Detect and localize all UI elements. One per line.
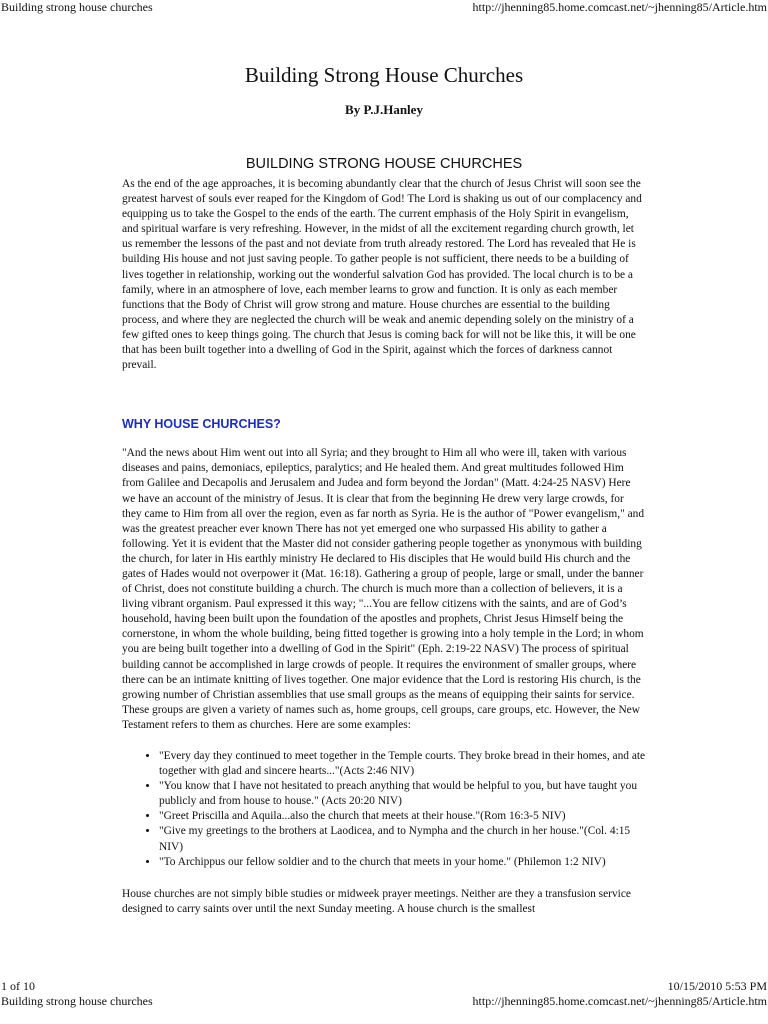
section-heading-why: WHY HOUSE CHURCHES? xyxy=(122,417,281,432)
article-title: Building Strong House Churches xyxy=(244,63,524,87)
intro-paragraph: As the end of the age approaches, it is becoming abundantly clear that the church of Jesus Christ will soon see the greatest harvest of souls ever reaped for the Kingdom of God! The Lord is shaking us out of our complacency and equipping us to take the Gospel to the ends of the earth. The current emphasis of the Holy Spirit in evangelism, and spiritual warfare is very refreshing. However, in the midst of all the excitement regarding church growth, let us remember the lessons of the past and not deviate from truth already restored. The Lord has revealed that He is building His house and not just saving people. To gather people is not sufficient, there needs to be a building of lives together in relationship, working out the wonderful salvation God has provided. The local church is to be a family, where in an atmosphere of love, each member learns to grow and function. It is only as each member functions that the Body of Christ will grow strong and mature. House churches are essential to the building process, and where they are neglected the church will be weak and anemic depending solely on the ministry of a few gifted ones to keep things going. The church that Jesus is coming back for will not be like this, it will be one that has been built together into a dwelling of God in the Spirit, against which the forces of darkness cannot prevail. xyxy=(122,178,642,372)
scripture-item: • "Greet Priscilla and Aquila...also the church that meets at their house."(Rom 16:3-5 NIV) xyxy=(159,809,646,824)
article xyxy=(122,62,646,917)
print-footer-datetime: 10/15/2010 5:53 PM xyxy=(667,979,767,993)
article-byline: By P.J.Hanley xyxy=(345,102,423,117)
print-header-title: Building strong house churches xyxy=(1,0,153,14)
closing-paragraph: House churches are not simply bible studies or midweek prayer meetings. Neither are they a transfusion service designed to carry saints over until the next Sunday meeting. A house church is the smallest xyxy=(122,887,631,915)
scripture-item: • "Give my greetings to the brothers at Laodicea, and to Nympha and the church in her house."(Col. 4:15 NIV) xyxy=(159,824,646,854)
scripture-item: • "Every day they continued to meet together in the Temple courts. They broke bread in their homes, and ate together with glad and sincere hearts..."(Acts 2:46 NIV) xyxy=(159,749,646,779)
print-footer-url: http://jhenning85.home.comcast.net/~jhenning85/Article.htm xyxy=(472,994,767,1008)
print-header-url: http://jhenning85.home.comcast.net/~jhenning85/Article.htm xyxy=(472,0,767,14)
why-paragraph: "And the news about Him went out into all Syria; and they brought to Him all who were ill, taken with various diseases and pains, demoniacs, epileptics, paralytics; and He healed them. And great multitudes followed Him from Galilee and Decapolis and Jerusalem and Judea and form beyond the Jordan" (Matt. 4:24-25 NASV) Here we have an account of the ministry of Jesus. It is clear that from the beginning He drew very large crowds, for they came to Him from all over the region, even as far north as Syria. He is the author of "Power evangelism," and was the greatest preacher ever known There has not yet emerged one who surpassed His ability to gather a following. Yet it is evident that the Master did not consider gathering people together as ynonymous with building the church, for later in His earthly ministry He declared to His disciples that He would build His church and the gates of Hades would not overpower it (Mat. 16:18). Gathering a group of people, large or small, under the banner of Christ, does not constitute building a church. The church is much more than a collection of believers, it is a living vibrant organism. Paul expressed it this way; "...You are fellow citizens with the saints, and are of God’s household, having been built upon the foundation of the apostles and prophets, Christ Jesus Himself being the cornerstone, in whom the whole building, being fitted together is growing into a holy temple in the Lord; in whom you are being built together into a dwelling of God in the Spirit" (Eph. 2:19-22 NASV) The process of spiritual building cannot be accomplished in large crowds of people. It requires the environment of smaller groups, where there can be an intimate knitting of lives together. One major evidence that the Lord is restoring His church, is the growing number of Christian assemblies that use small groups as the means of equipping their saints for service. These groups are given a variety of names such as, home groups, cell groups, care groups, etc. However, the New Testament refers to them as churches. Here are some examples: xyxy=(122,447,645,731)
print-footer-page: 1 of 10 xyxy=(1,979,35,993)
scripture-list xyxy=(122,749,646,870)
print-footer-title: Building strong house churches xyxy=(1,994,153,1008)
scripture-item: • "You know that I have not hesitated to preach anything that would be helpful to you, but have taught you publicly and from house to house." (Acts 20:20 NIV) xyxy=(159,779,646,809)
scripture-item: • "To Archippus our fellow soldier and to the church that meets in your home." (Philemon 1:2 NIV) xyxy=(159,855,646,870)
section-heading-building: BUILDING STRONG HOUSE CHURCHES xyxy=(245,156,523,172)
